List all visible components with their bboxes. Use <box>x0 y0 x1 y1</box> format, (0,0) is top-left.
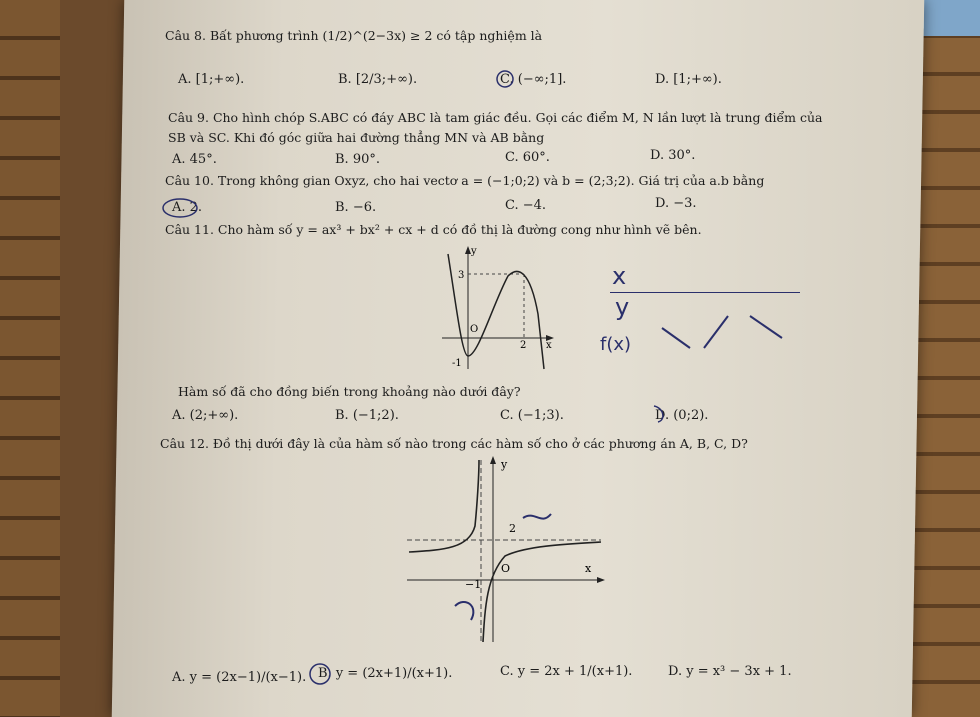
q12-option-c: C. y = 2x + 1/(x+1). <box>500 664 633 679</box>
handwritten-variation-arrows <box>650 298 800 368</box>
q9-line2: SB và SC. Khi đó góc giữa hai đường thẳng MN và AB bằng <box>168 130 545 145</box>
q9-option-d: D. 30°. <box>650 148 696 163</box>
q12-graph <box>405 456 605 646</box>
q11-option-c: C. (−1;3). <box>500 408 564 423</box>
q12-label-minus1: −1 <box>465 578 482 591</box>
q11-option-a: A. (2;+∞). <box>172 408 239 423</box>
q12-label-2: 2 <box>509 522 516 535</box>
q11-x-label: x <box>546 340 552 351</box>
q9-option-a: A. 45°. <box>172 152 217 167</box>
q11-label-3: 3 <box>458 270 465 281</box>
q12-answer-circle <box>306 660 334 688</box>
q10-option-d: D. −3. <box>655 196 697 211</box>
q9-option-c: C. 60°. <box>505 150 550 165</box>
q8-option-b: B. [2/3;+∞). <box>338 72 418 87</box>
q12-option-a: A. y = (2x−1)/(x−1). <box>172 670 307 685</box>
handwritten-fx: f(x) <box>600 334 632 355</box>
handwritten-rule <box>610 292 800 293</box>
q8-answer-circle <box>494 68 516 90</box>
q11-graph <box>438 244 558 374</box>
bamboo-mat-left <box>0 0 60 717</box>
q10-stem: Câu 10. Trong không gian Oxyz, cho hai vectơ a = (−1;0;2) và b = (2;3;2). Giá trị của a.b bằng <box>165 173 765 188</box>
q11-stem: Câu 11. Cho hàm số y = ax³ + bx² + cx + d có đồ thị là đường cong như hình vẽ bên. <box>165 222 702 237</box>
q10-answer-circle <box>160 196 203 220</box>
handwritten-y: y <box>615 293 630 321</box>
q10-option-a: A. 2. <box>172 200 203 215</box>
q8-option-a: A. [1;+∞). <box>178 72 245 87</box>
q11-answer-mark <box>650 402 672 426</box>
q10-option-b: B. −6. <box>335 200 377 215</box>
q12-y-label: y <box>501 458 508 471</box>
q12-stem: Câu 12. Đồ thị dưới đây là của hàm số nào trong các hàm số cho ở các phương án A, B, C, D? <box>160 436 748 451</box>
q11-option-b: B. (−1;2). <box>335 408 399 423</box>
q11-question: Hàm số đã cho đồng biến trong khoảng nào dưới đây? <box>178 384 521 399</box>
q11-y-label: y <box>471 246 477 257</box>
q11-label-minus1: -1 <box>452 358 462 369</box>
q8-option-c: C. (−∞;1]. <box>500 72 567 87</box>
q11-option-d: D. (0;2). <box>655 408 709 423</box>
q12-option-b: B. y = (2x+1)/(x+1). <box>318 666 453 681</box>
q8-option-d: D. [1;+∞). <box>655 72 722 87</box>
handwritten-x: x <box>612 262 627 290</box>
q10-option-c: C. −4. <box>505 198 547 213</box>
q9-option-b: B. 90°. <box>335 152 380 167</box>
q12-option-d: D. y = x³ − 3x + 1. <box>668 664 792 679</box>
q11-origin: O <box>470 324 479 335</box>
q11-label-2: 2 <box>520 340 527 351</box>
q12-origin: O <box>501 562 511 575</box>
q9-line1: Câu 9. Cho hình chóp S.ABC có đáy ABC là tam giác đều. Gọi các điểm M, N lần lượt là trung điểm của <box>168 110 823 125</box>
q12-x-label: x <box>585 562 592 575</box>
q8-stem: Câu 8. Bất phương trình (1/2)^(2−3x) ≥ 2 có tập nghiệm là <box>165 28 543 43</box>
